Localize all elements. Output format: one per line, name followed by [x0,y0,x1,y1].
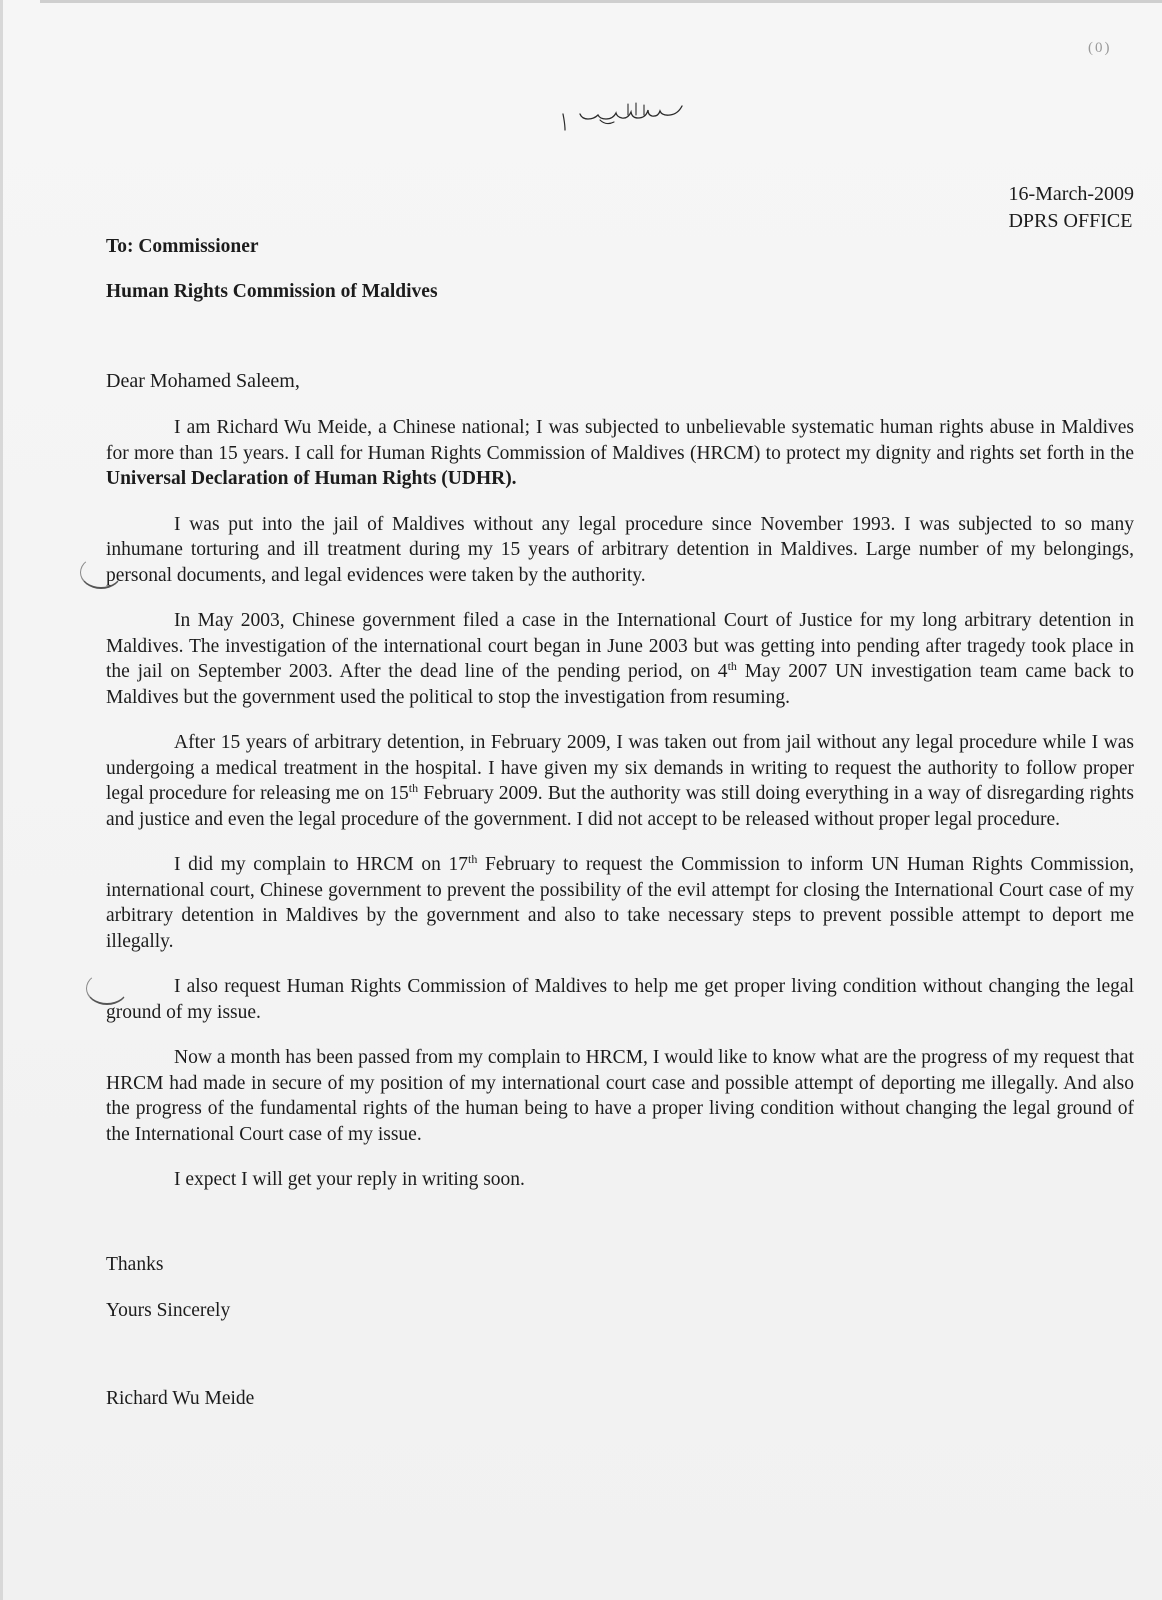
sender-office: DPRS OFFICE [1008,210,1133,232]
signature-name: Richard Wu Meide [106,1388,255,1409]
paragraph-4-text-a: After 15 years of arbitrary detention, in February 2009, I was taken out from jail without any legal procedure while I was undergoing a medical treatment in the hospital. I have given my six demands in writing to request the authority to follow proper legal procedure for releasing me on 15 [106,732,1134,804]
basmala-calligraphy [560,100,690,134]
paragraph-8: I expect I will get your reply in writing soon. [174,1169,525,1190]
paragraph-5-superscript: th [468,852,478,866]
paragraph-5-text-b: February to request the Commission to inform UN Human Rights Commission, international court, Chinese government to prevent the possibility of the evil attempt for closing the International Court case of my arbitrary detention in Maldives by the government and also to take necessary steps to prevent possible attempt to deport me illegally. [106,854,1134,952]
salutation: Dear Mohamed Saleem, [106,370,300,392]
paragraph-7: Now a month has been passed from my complain to HRCM, I would like to know what are the progress of my request that HRCM had made in secure of my position of my international court case and possible attempt of deporting me illegally. And also the progress of the fundamental rights of the human being to have a proper living condition without changing the legal ground of the International Court case of my issue. [106,1047,1134,1145]
paragraph-4-text-b: February 2009. But the authority was still doing everything in a way of disregarding rights and justice and even the legal procedure of the government. I did not accept to be released without proper legal procedure. [106,783,1134,830]
paragraph-1-text: I am Richard Wu Meide, a Chinese national; I was subjected to unbelievable systematic human rights abuse in Maldives for more than 15 years. I call for Human Rights Commission of Maldives (HRCM) to protect my dignity and rights set forth in the [106,417,1134,464]
paragraph-1-bold: Universal Declaration of Human Rights (UDHR). [106,468,517,489]
paragraph-1 [106,415,1134,492]
letter-date: 16-March-2009 [1008,183,1134,205]
paragraph-4 [106,730,1134,832]
recipient-organization: Human Rights Commission of Maldives [106,281,438,302]
paragraph-6: I also request Human Rights Commission of Maldives to help me get proper living condition without changing the legal ground of my issue. [106,976,1134,1023]
scan-edge-top [40,0,1162,3]
paragraph-5 [106,852,1134,954]
paragraph-4-superscript: th [408,781,419,795]
paragraph-3-superscript: th [727,659,737,673]
paragraph-2: I was put into the jail of Maldives without any legal procedure since November 1993. I was subjected to so many inhumane torturing and ill treatment during my 15 years of arbitrary detention in Maldives. Large number of my belongings, personal documents, and legal evidences were taken by the authority. [106,513,1134,586]
closing-sincerely: Yours Sincerely [106,1300,231,1321]
date-block [1008,181,1134,235]
page-number-mark: (0) [1088,40,1112,56]
punch-hole-mark [86,972,128,1005]
paragraph-3-text-a: In May 2003, Chinese government filed a case in the International Court of Justice for my long arbitrary detention in Maldives. The investigation of the international court began in June 2003 but was getting into pending after tragedy took place in the jail on September 2003. After the dead line of the pending period, on 4 [106,610,1134,682]
letter-body [106,415,1134,1193]
paragraph-3 [106,608,1134,710]
paragraph-3-text-b: May 2007 UN investigation team came back to Maldives but the government used the political to stop the investigation from resuming. [106,661,1135,708]
closing-thanks: Thanks [106,1254,164,1275]
recipient-line: To: Commissioner [106,236,259,257]
scan-edge-left [0,0,3,1600]
paragraph-5-text-a: I did my complain to HRCM on 17 [174,854,469,875]
punch-hole-mark [80,556,122,589]
